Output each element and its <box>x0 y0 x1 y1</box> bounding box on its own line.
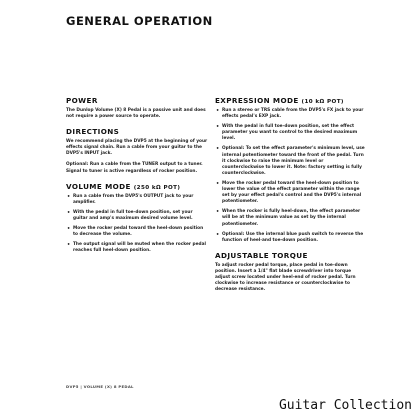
volume-mode-heading: VOLUME MODE (250 kΩ POT) <box>66 181 181 191</box>
volume-mode-list <box>66 194 208 255</box>
expression-mode-heading: EXPRESSION MODE (10 kΩ POT) <box>215 96 344 105</box>
power-section <box>66 96 208 120</box>
left-column <box>66 96 208 261</box>
list-item: • Move the rocker pedal toward the heel-down position to decrease the volume. <box>66 226 208 238</box>
right-column <box>215 96 365 300</box>
list-item: • Run a cable from the DVP5's OUTPUT jack to your amplifier. <box>66 194 208 206</box>
list-item: • With the pedal in full toe-down position, set the effect parameter you want to control to the desired maximum level. <box>215 124 365 142</box>
power-heading: POWER <box>66 96 98 105</box>
list-item: • Run a stereo or TRS cable from the DVP5's FX jack to your effects pedal's EXP jack. <box>215 108 365 120</box>
list-item: • Optional: To set the effect parameter's minimum level, use internal potentiometer toward the front of the pedal. Turn it clockwise to raise the minimum level or counterclockwise to lower it. Note: factory setting is fully counterclockwise. <box>215 146 365 176</box>
list-item: • Optional: Use the internal blue push switch to reverse the function of heel-and toe-down position. <box>215 232 365 244</box>
volume-mode-section <box>66 182 208 255</box>
directions-section <box>66 127 208 174</box>
adjustable-torque-text: To adjust rocker pedal torque, place pedal in toe-down position. Insert a 1/4" flat blade screwdriver into torque adjust screw located under heel-end of rocker pedal. Turn clockwise to increase resistance or counterclockwise to decrease resistance. <box>215 262 356 293</box>
adjustable-torque-heading: ADJUSTABLE TORQUE <box>215 250 308 260</box>
directions-text-1: We recommend placing the DVP5 at the beginning of your effects signal chain. Run a cable from your guitar to the DVP5's INPUT jack. <box>66 139 208 157</box>
list-item: • With the pedal in full toe-down position, set your guitar and amp's maximum desired volume level. <box>66 210 208 222</box>
list-item: • The output signal will be muted when the rocker pedal reaches full heel-down position. <box>66 242 208 254</box>
expression-mode-section <box>215 96 365 244</box>
power-text: The Dunlop Volume (X) 8 Pedal is a passive unit and does not require a power source to operate. <box>66 108 206 120</box>
page-title: GENERAL OPERATION <box>66 14 213 28</box>
list-item: • When the rocker is fully heel-down, the effect parameter will be at the minimum value as set by the internal potentiometer. <box>215 209 365 227</box>
watermark: Guitar Collection <box>278 398 412 413</box>
directions-text-2: Optional: Run a cable from the TUNER output to a tuner. Signal to tuner is active regardless of rocker position. <box>66 162 203 174</box>
expression-mode-list <box>215 108 365 244</box>
adjustable-torque-section <box>215 251 365 293</box>
list-item: • Move the rocker pedal toward the heel-down position to lower the value of the effect parameter within the range set by your effect pedal's control and the DVP5's internal potentiometer. <box>215 181 365 205</box>
page-footer: DVP5 | VOLUME (X) 8 PEDAL <box>66 384 134 389</box>
directions-heading: DIRECTIONS <box>66 127 120 137</box>
